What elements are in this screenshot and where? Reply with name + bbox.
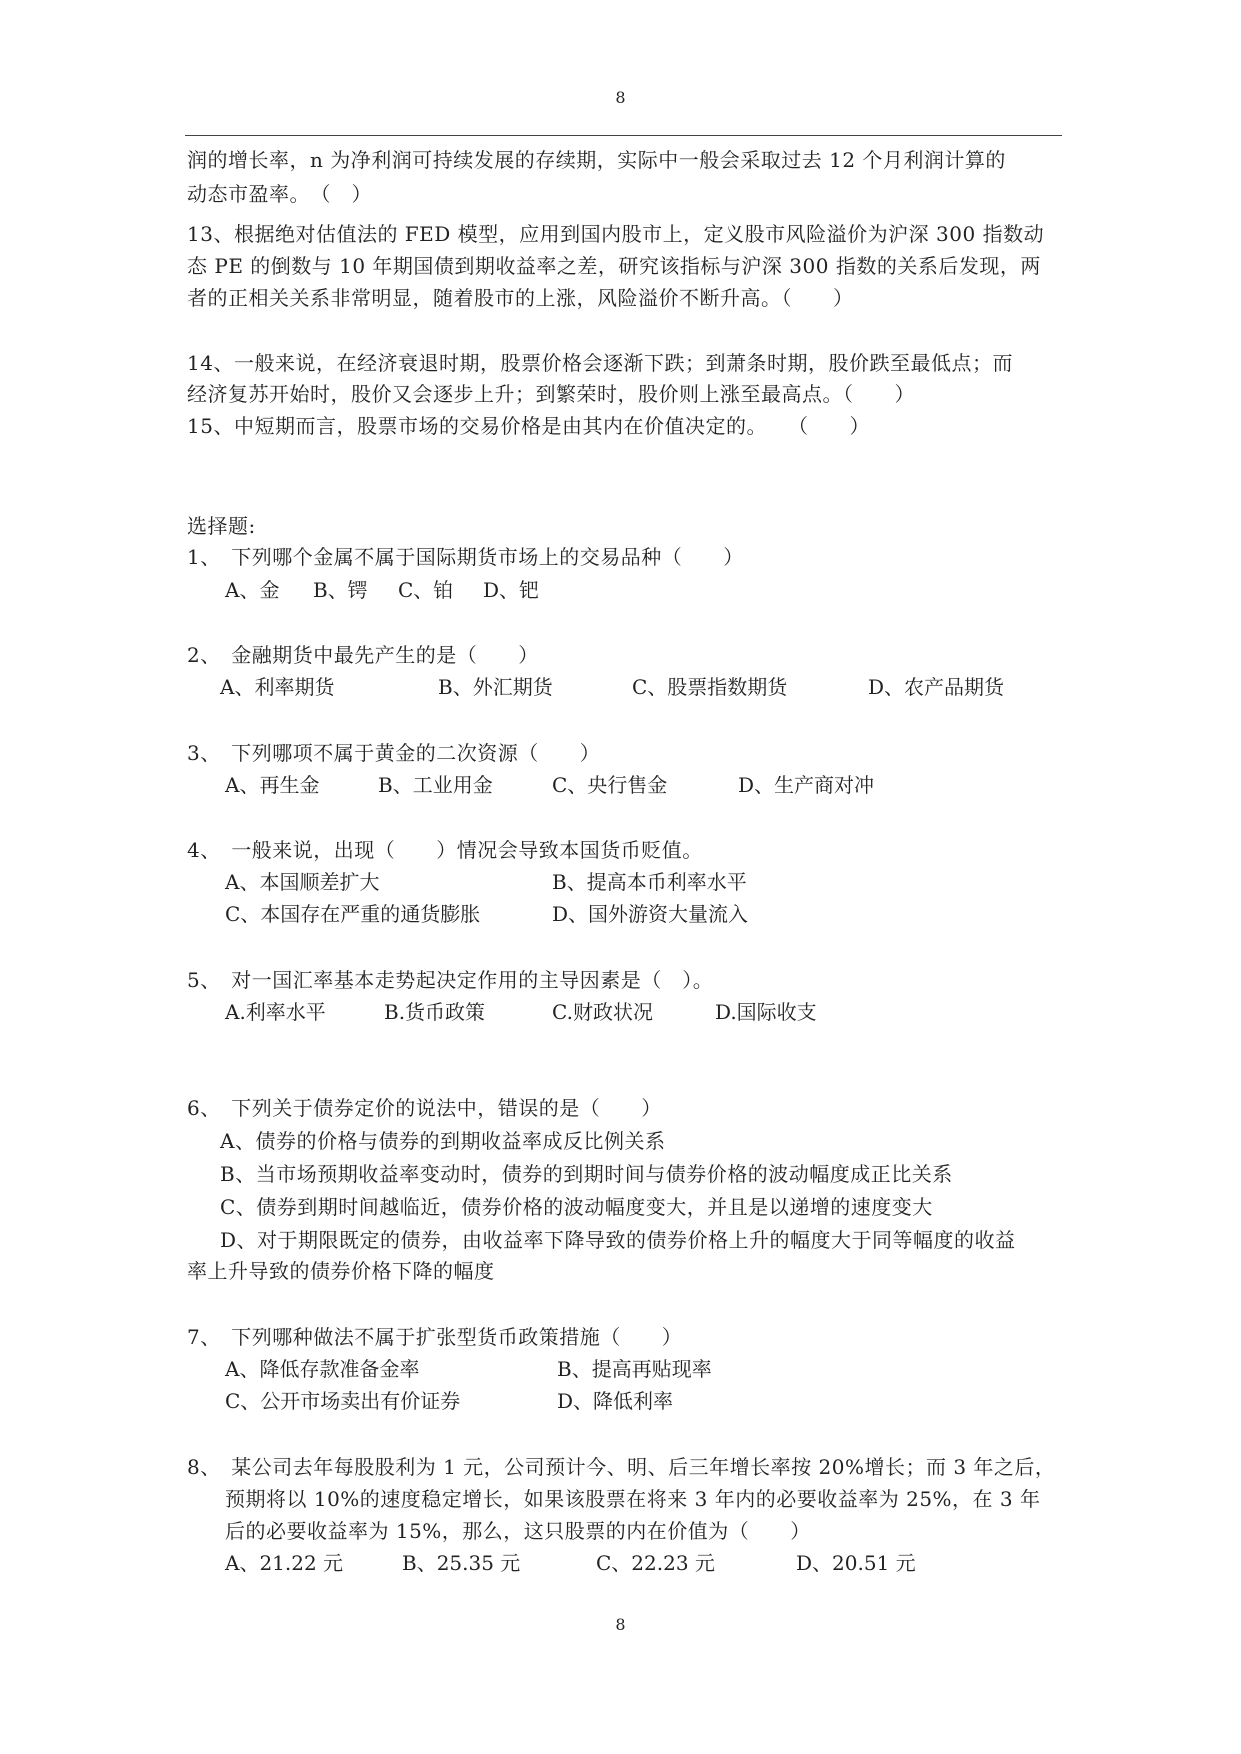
question-8-stem: 预期将以 10%的速度稳定增长，如果该股票在将来 3 年内的必要收益率为 25%，在 3 年 bbox=[225, 1487, 1041, 1511]
q6-option-a: A、债券的价格与债券的到期收益率成反比例关系 bbox=[220, 1129, 666, 1153]
q7-option-d: D、降低利率 bbox=[557, 1389, 674, 1413]
q7-option-c: C、公开市场卖出有价证券 bbox=[225, 1389, 461, 1413]
q2-option-b: B、外汇期货 bbox=[438, 675, 553, 699]
page-number-top: 8 bbox=[615, 88, 626, 107]
question-8-stem: 8、 某公司去年每股股利为 1 元，公司预计今、明、后三年增长率按 20%增长；而 3 年之后， bbox=[187, 1455, 1056, 1479]
section-title: 选择题: bbox=[187, 514, 256, 538]
q7-option-a: A、降低存款准备金率 bbox=[225, 1357, 420, 1381]
q8-option-a: A、21.22 元 bbox=[225, 1551, 344, 1575]
q1-option-d: D、钯 bbox=[483, 578, 540, 602]
text-line: 润的增长率，n 为净利润可持续发展的存续期，实际中一般会采取过去 12 个月利润计算的 bbox=[187, 148, 1006, 172]
q2-option-a: A、利率期货 bbox=[220, 675, 335, 699]
q8-option-d: D、20.51 元 bbox=[796, 1551, 916, 1575]
question-13-line: 态 PE 的倒数与 10 年期国债到期收益率之差，研究该指标与沪深 300 指数的关系后发现，两 bbox=[187, 254, 1041, 278]
q6-option-d: D、对于期限既定的债券，由收益率下降导致的债券价格上升的幅度大于同等幅度的收益 bbox=[220, 1228, 1016, 1252]
q8-option-c: C、22.23 元 bbox=[596, 1551, 715, 1575]
question-6-stem: 6、 下列关于债券定价的说法中，错误的是（ ） bbox=[187, 1096, 662, 1120]
question-7-stem: 7、 下列哪种做法不属于扩张型货币政策措施（ ） bbox=[187, 1325, 683, 1349]
q3-option-b: B、工业用金 bbox=[378, 773, 493, 797]
q6-option-b: B、当市场预期收益率变动时，债券的到期时间与债券价格的波动幅度成正比关系 bbox=[220, 1162, 953, 1186]
q4-option-b: B、提高本币利率水平 bbox=[552, 870, 747, 894]
question-14-line: 经济复苏开始时，股价又会逐步上升；到繁荣时，股价则上涨至最高点。（ ） bbox=[187, 382, 915, 406]
q7-option-b: B、提高再贴现率 bbox=[557, 1357, 712, 1381]
header-rule bbox=[185, 135, 1062, 136]
question-13-line: 13、根据绝对估值法的 FED 模型，应用到国内股市上，定义股市风险溢价为沪深 300 指数动 bbox=[187, 222, 1045, 246]
q4-option-d: D、国外游资大量流入 bbox=[552, 902, 749, 926]
q3-option-c: C、央行售金 bbox=[552, 773, 668, 797]
q8-option-b: B、25.35 元 bbox=[402, 1551, 521, 1575]
q4-option-a: A、本国顺差扩大 bbox=[225, 870, 380, 894]
question-8-stem: 后的必要收益率为 15%，那么，这只股票的内在价值为（ ） bbox=[225, 1519, 811, 1543]
question-2-stem: 2、 金融期货中最先产生的是（ ） bbox=[187, 643, 539, 667]
q6-option-c: C、债券到期时间越临近，债券价格的波动幅度变大，并且是以递增的速度变大 bbox=[220, 1195, 933, 1219]
q5-option-c: C.财政状况 bbox=[552, 1000, 653, 1024]
text-line: 动态市盈率。 （ ） bbox=[187, 182, 372, 206]
q5-option-a: A.利率水平 bbox=[225, 1000, 326, 1024]
q1-option-b: B、锷 bbox=[313, 578, 368, 602]
question-5-stem: 5、 对一国汇率基本走势起决定作用的主导因素是（ ）。 bbox=[187, 968, 714, 992]
question-14-line: 14、一般来说，在经济衰退时期，股票价格会逐渐下跌；到萧条时期，股价跌至最低点；而 bbox=[187, 351, 1013, 375]
question-4-stem: 4、 一般来说，出现（ ）情况会导致本国货币贬值。 bbox=[187, 838, 703, 862]
q1-option-c: C、铂 bbox=[398, 578, 454, 602]
question-15-line: 15、中短期而言，股票市场的交易价格是由其内在价值决定的。 （ ） bbox=[187, 414, 870, 438]
q1-option-a: A、金 bbox=[225, 578, 280, 602]
q5-option-d: D.国际收支 bbox=[715, 1000, 817, 1024]
question-1-stem: 1、 下列哪个金属不属于国际期货市场上的交易品种（ ） bbox=[187, 545, 744, 569]
q2-option-c: C、股票指数期货 bbox=[632, 675, 788, 699]
q3-option-a: A、再生金 bbox=[225, 773, 320, 797]
page-number-bottom: 8 bbox=[615, 1615, 626, 1634]
question-13-line: 者的正相关关系非常明显，随着股市的上涨，风险溢价不断升高。（ ） bbox=[187, 286, 854, 310]
q3-option-d: D、生产商对冲 bbox=[738, 773, 875, 797]
q6-option-d-continued: 率上升导致的债券价格下降的幅度 bbox=[187, 1259, 495, 1283]
question-3-stem: 3、 下列哪项不属于黄金的二次资源（ ） bbox=[187, 741, 601, 765]
q4-option-c: C、本国存在严重的通货膨胀 bbox=[225, 902, 481, 926]
q5-option-b: B.货币政策 bbox=[384, 1000, 486, 1024]
q2-option-d: D、农产品期货 bbox=[868, 675, 1005, 699]
